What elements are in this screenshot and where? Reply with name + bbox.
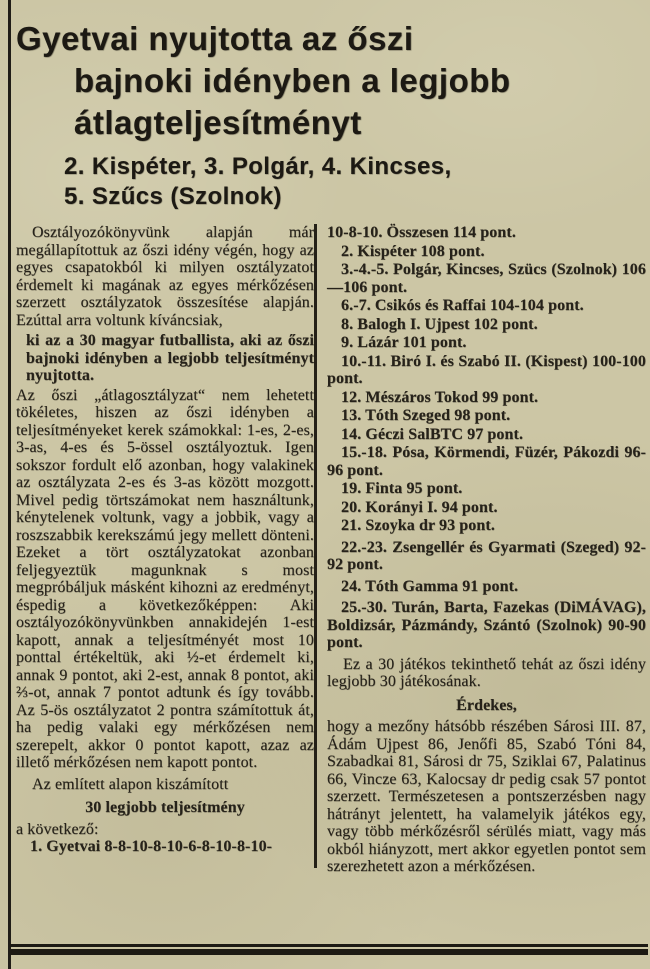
paragraph-summary: Ez a 30 játékos tekinthető tehát az őszi idény legjobb 30 játékosának. bbox=[327, 655, 646, 690]
ranking-entry: 24. Tóth Gamma 91 pont. bbox=[341, 577, 519, 595]
article bbox=[16, 18, 646, 876]
ranking-entry: 12. Mészáros Tokod 99 pont. bbox=[341, 388, 539, 406]
paragraph-lead-bold: ki az a 30 magyar futballista, aki az őszi bajnoki idényben a legjobb teljesítményt nyujtotta. bbox=[26, 332, 314, 384]
ranking-entry: 21. Szoyka dr 93 pont. bbox=[341, 517, 495, 534]
ranking-entry: 9. Lázár 101 pont. bbox=[341, 334, 467, 351]
list-intro: a következő: bbox=[16, 820, 99, 838]
ranking-entry: 3.-4.-5. Polgár, Kincses, Szücs (Szolnok) 106—106 pont. bbox=[327, 261, 646, 296]
headline-line-1: Gyetvai nyujtotta az őszi bbox=[16, 20, 414, 57]
paragraph-interesting: hogy a mezőny hátsóbb részében Sárosi III. 87, Ádám Ujpest 86, Jenőfi 85, Szabó Tóni 84, Szabadkai 81, Sárosi dr 75, Sziklai 67, Palatinus 66, Vincze 63, Kalocsay dr pedig csak 57 pontot szerzett. Természetesen a pontszerzésben nagy hátrányt jelentett, ha valamelyik játékos egy, vagy több mérkőzésről sérülés miatt, vagy más okból hiányzott, mert akkor egyetlen pontot sem szerezhetett azon a mérkőzésen. bbox=[327, 718, 646, 875]
ranking-entry: 8. Balogh I. Ujpest 102 pont. bbox=[341, 315, 538, 333]
ranking-entry: 22.-23. Zsengellér és Gyarmati (Szeged) 92-92 pont. bbox=[327, 538, 646, 573]
paragraph-method: Az őszi „átlagosztályzat“ nem lehetett tökéletes, hiszen az őszi idényben a teljesítményeket kerek számokkal: 1-es, 2-es, 3-as, 4-es és 5-össel osztályoztuk. Igen sokszor fordult elő azonban, hogy valakinek az osztályzata 2-es és 3-as között mozgott. Mivel pedig törtszámokat nem használtunk, kénytelenek voltunk, vagy a jobbik, vagy a roszszabbik kerekszámú jegy mellett dönteni. Ezeket a tört osztályzatokat azonban feljegyeztük magunknak s most megpróbáljuk másként kihozni az eredményt, éspedig a következőképpen: Aki osztályozókönyvünkben annakidején 1-est kapott, annak a teljesítményét most 10 ponttal értékeltük, aki ½-et érdemelt ki, annak 9 pontot, aki 2-est, annak 8 pontot, aki ⅔-ot, annak 7 pontot adtunk és így tovább. Az 5-ös osztályzatot 2 pontra számítottuk át, ha pedig valaki egy mérkőzésen nem szerepelt, akkor 0 pontot kapott, azaz az illető mérkőzésen nem kapott pontot. bbox=[16, 386, 314, 771]
ranking-entry: 25.-30. Turán, Barta, Fazekas (DiMÁVAG), Boldizsár, Pázmándy, Szántó (Szolnok) 90-90 pont. bbox=[327, 599, 646, 651]
ranking-entry: 19. Finta 95 pont. bbox=[341, 480, 463, 497]
ranking-entry: 6.-7. Csikós és Raffai 104-104 pont. bbox=[341, 297, 584, 314]
ranking-entry: 10.-11. Biró I. és Szabó II. (Kispest) 100-100 pont. bbox=[327, 352, 646, 387]
article-subhead bbox=[64, 152, 646, 212]
ranking-entry: 20. Korányi I. 94 pont. bbox=[341, 498, 498, 516]
article-headline bbox=[16, 18, 646, 144]
headline-line-3: átlagteljesítményt bbox=[74, 104, 362, 141]
subhead-line-1: 2. Kispéter, 3. Polgár, 4. Kincses, bbox=[64, 153, 452, 180]
right-column bbox=[317, 224, 646, 876]
ranking-entry: 14. Géczi SalBTC 97 pont. bbox=[341, 425, 524, 443]
bottom-rule-thin-line bbox=[10, 944, 648, 947]
interesting-header: Érdekes, bbox=[456, 696, 517, 714]
ranking-entry: 10-8-10. Összesen 114 pont. bbox=[327, 224, 516, 241]
ranking-entry: 2. Kispéter 108 pont. bbox=[341, 242, 485, 260]
paragraph-basis: Az említett alapon kiszámított bbox=[32, 775, 229, 793]
ranking-entry-gyetvai: 1. Gyetvai 8-8-10-8-10-6-8-10-8-10- bbox=[30, 838, 273, 855]
ranking-entry: 13. Tóth Szeged 98 pont. bbox=[341, 407, 511, 424]
column-rule-left bbox=[8, 0, 11, 969]
subhead-line-2: 5. Szűcs (Szolnok) bbox=[64, 183, 282, 210]
left-column bbox=[16, 224, 314, 876]
list-header: 30 legjobb teljesítmény bbox=[85, 799, 245, 816]
headline-line-2: bajnoki idényben a legjobb bbox=[74, 62, 511, 99]
bottom-separator-rule bbox=[10, 944, 648, 955]
article-columns bbox=[16, 224, 646, 876]
paragraph-intro: Osztályozókönyvünk alapján már megállapítottuk az őszi idény végén, hogy az egyes csapatokból ki milyen osztályzatot érdemelt ki magának az egyes mérkőzésen szerzett osztályzatok összesítése alapján. Ezúttal arra voltunk kíváncsiak, bbox=[16, 224, 314, 329]
bottom-rule-thick-line bbox=[10, 949, 648, 955]
ranking-entry: 15.-18. Pósa, Körmendi, Füzér, Pákozdi 96-96 pont. bbox=[327, 444, 646, 479]
